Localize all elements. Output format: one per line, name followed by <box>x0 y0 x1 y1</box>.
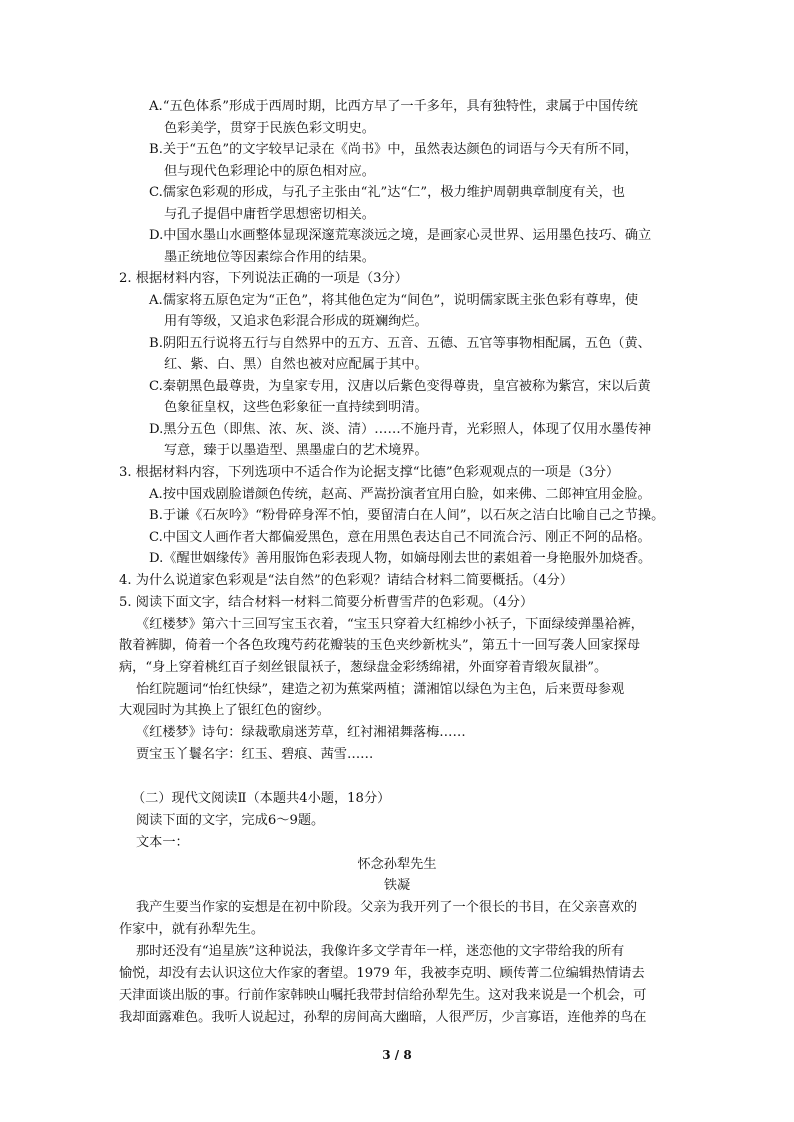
q1-option-a-line1: A.“五色体系”形成于西周时期，比西方早了一千多年，具有独特性，隶属于中国传统 <box>149 99 638 114</box>
q1-option-b-line1: B.关于“五色”的文字较早记录在《尚书》中，虽然表达颜色的词语与今天有所不同， <box>149 142 638 157</box>
article-paragraph-line: 我产生要当作家的妄想是在初中阶段。父亲为我开列了一个很长的书目，在父亲喜欢的 <box>136 900 638 915</box>
q3-option-a: A.按中国戏剧脸谱颜色传统，赵高、严嵩扮演者宜用白脸，如来佛、二郎神宜用金脸。 <box>149 487 651 502</box>
q2-option-a-line2: 用有等级，又追求色彩混合形成的斑斓绚烂。 <box>164 314 428 329</box>
q4-stem: 4. 为什么说道家色彩观是“法自然”的色彩观？请结合材料二简要概括。（4分） <box>119 573 574 588</box>
q1-option-c-line1: C.儒家色彩观的形成，与孔子主张由“礼”达“仁”，极力维护周朝典章制度有关，也 <box>149 185 625 200</box>
q5-passage-line: 病，“身上穿着桃红百子刻丝银鼠袄子，葱绿盘金彩绣绵裙，外面穿着青缎灰鼠褂”。 <box>119 660 608 675</box>
q2-option-b-line1: B.阴阳五行说将五行与自然界中的五方、五音、五德、五官等事物相配属，五色（黄、 <box>149 336 651 351</box>
q2-option-d-line1: D.黑分五色（即焦、浓、灰、淡、清）……不施丹青，光彩照人，体现了仅用水墨传神 <box>149 422 652 437</box>
q3-option-d: D.《醒世姻缘传》善用服饰色彩表现人物，如嫡母刚去世的素姐着一身艳服外加烧香。 <box>149 551 652 566</box>
q1-option-a-line2: 色彩美学，贯穿于民族色彩文明史。 <box>164 121 375 136</box>
page-number: 3 / 8 <box>382 1048 412 1062</box>
q2-option-d-line2: 写意，臻于以墨造型、黑墨虚白的艺术境界。 <box>164 443 428 458</box>
q5-passage-line: 散着裤脚，倚着一个各色玫瑰芍药花瓣装的玉色夹纱新枕头”，第五十一回写袭人回家探母 <box>119 638 641 653</box>
q1-option-d-line1: D.中国水墨山水画整体显现深邃荒寒淡远之境，是画家心灵世界、运用墨色技巧、确立 <box>149 228 652 243</box>
q3-stem: 3. 根据材料内容，下列选项中不适合作为论据支撑“比德”色彩观观点的一项是（3分） <box>119 465 620 480</box>
q3-option-b: B.于谦《石灰吟》“粉骨碎身浑不怕，要留清白在人间”，以石灰之洁白比喻自己之节操。 <box>149 508 665 523</box>
q5-poem-line: 《红楼梦》诗句：绿裁歌扇迷芳草，红衬湘裙舞落梅…… <box>136 725 466 740</box>
q5-passage-line: 怡红院题词“怡红快绿”，建造之初为蕉棠两植；潇湘馆以绿色为主色，后来贾母参观 <box>136 682 625 697</box>
article-paragraph-line: 作家中，就有孙犁先生。 <box>119 922 265 937</box>
article-paragraph-line: 我却面露难色。我听人说起过，孙犁的房间高大幽暗，人很严厉，少言寡语，连他养的鸟在 <box>119 1010 647 1025</box>
q1-option-d-line2: 墨正统地位等因素综合作用的结果。 <box>164 250 375 265</box>
q2-option-b-line2: 红、紫、白、黑）自然也被对应配属于其中。 <box>164 357 428 372</box>
q5-stem: 5. 阅读下面文字，结合材料一材料二简要分析曹雪芹的色彩观。（4分） <box>119 595 534 610</box>
q2-option-c-line1: C.秦朝黑色最尊贵，为皇家专用，汉唐以后紫色变得尊贵，皇宫被称为紫宫，宋以后黄 <box>149 379 651 394</box>
q2-option-a-line1: A.儒家将五原色定为“正色”，将其他色定为“间色”，说明儒家既主张色彩有尊卑，使 <box>149 293 639 308</box>
q1-option-b-line2: 但与现代色彩理论中的原色相对应。 <box>164 164 375 179</box>
q2-stem: 2. 根据材料内容，下列说法正确的一项是（3分） <box>119 271 408 286</box>
article-paragraph-line: 那时还没有“追星族”这种说法，我像许多文学青年一样，迷恋他的文字带给我的所有 <box>136 944 625 959</box>
reading-instruction: 阅读下面的文字，完成6～9题。 <box>136 813 325 828</box>
q2-option-c-line2: 色象征皇权，这些色彩象征一直持续到明清。 <box>164 400 428 415</box>
article-paragraph-line: 愉悦，却没有去认识这位大作家的奢望。1979 年，我被李克明、顾传菁二位编辑热情请去 <box>119 966 645 981</box>
section-heading: （二）现代文阅读Ⅱ（本题共4小题，18分） <box>132 791 391 806</box>
q5-passage-line: 《红楼梦》第六十三回写宝玉衣着，“宝玉只穿着大红棉纱小袄子，下面绿绫弹墨袷裤， <box>136 617 644 632</box>
q3-option-c: C.中国文人画作者大都偏爱黑色，意在用黑色表达自己不同流合污、刚正不阿的品格。 <box>149 530 651 545</box>
article-paragraph-line: 天津面谈出版的事。行前作家韩映山嘱托我带封信给孙犁先生。这对我来说是一个机会，可 <box>119 988 647 1003</box>
q1-option-c-line2: 与孔子提倡中庸哲学思想密切相关。 <box>164 207 375 222</box>
article-author: 铁凝 <box>383 878 411 893</box>
text-one-label: 文本一： <box>136 835 189 850</box>
article-title: 怀念孙犁先生 <box>357 857 437 872</box>
q5-maids-line: 贾宝玉丫鬟名字：红玉、碧痕、茜雪…… <box>136 747 374 762</box>
q5-passage-line: 大观园时为其换上了银红色的窗纱。 <box>119 703 330 718</box>
